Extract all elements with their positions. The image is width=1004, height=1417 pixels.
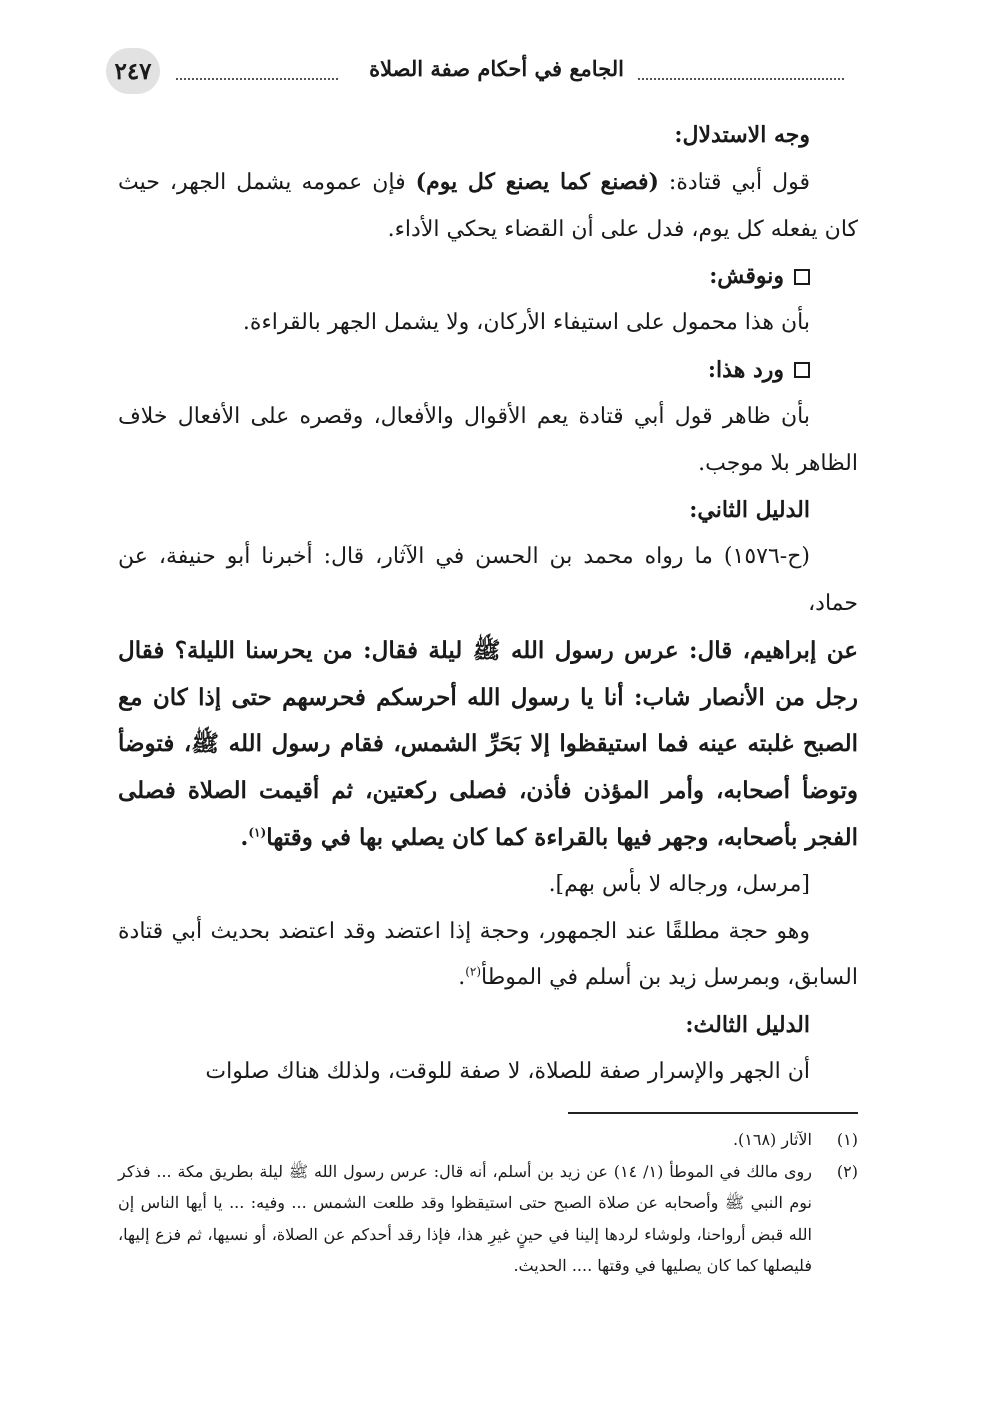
footnote-1 [118,1124,858,1156]
header-dotted-leader-left [176,78,338,80]
text-segment: وهو حجة مطلقًا عند الجمهور، وحجة إذا اعتضد وقد اعتضد بحديث أبي قتادة السابق، وبمرسل زيد بن أسلم في الموطأ [118,918,858,991]
paragraph-rudda: بأن ظاهر قول أبي قتادة يعم الأقوال والأفعال، وقصره على الأفعال خلاف الظاهر بلا موجب. [118,403,858,476]
footnote-number: (١) [836,1130,858,1149]
running-title: الجامع في أحكام صفة الصلاة [363,56,630,81]
text-segment: قول أبي قتادة: [658,169,810,195]
footnote-number: (٢) [836,1161,858,1181]
square-bullet-icon [794,269,810,285]
page-number: ٢٤٧ [114,57,152,85]
heading-daleel-thalith: الدليل الثالث: [685,1012,810,1039]
heading-rudda [118,347,858,394]
heading-wajh-istidlal: وجه الاستدلال: [674,122,810,148]
text-segment: فإن عمومه يشمل الجهر، حيث كان يفعله كل يوم، فدل على أن القضاء يحكي الأداء. [118,169,858,242]
hadith-grading: [مرسل، ورجاله لا بأس بهم]. [548,871,810,897]
page-number-badge [106,48,160,94]
footnote-ref-2[interactable]: (٢) [465,965,482,980]
book-page [114,0,858,1417]
footnote-2 [118,1156,858,1282]
footnote-text: الآثار (١٦٨). [732,1130,812,1149]
paragraph-hujja: وهو حجة مطلقًا عند الجمهور، وحجة إذا اعتضد وقد اعتضد بحديث أبي قتادة السابق، وبمرسل زيد بن أسلم في الموطأ$^{(٢)}$. [118,918,858,991]
paragraph-wajh-istidlal [118,159,858,254]
heading-label: ونوقش: [709,263,784,290]
footnote-text: روى مالك في الموطأ (١/ ١٤) عن زيد بن أسلم، أنه قال: عرس رسول الله ﷺ ليلة بطريق مكة ... فذكر نوم النبي ﷺ وأصحابه عن صلاة الصبح حتى استيقظوا وقد طلعت الشمس ... وفيه: ... يا أيها الناس إن الله قبض أرواحنا، ولوشاء لردها إلينا في حينٍ غيرِ هذا، فإذا رقد أحدكم عن الصلاة، أو نسيها، ثم فزع إليها، فليصلها كما كان يصليها في وقتها .... الحديث. [118,1161,813,1275]
hadith-body: عن إبراهيم، قال: عرس رسول الله ﷺ ليلة فقال: من يحرسنا الليلة؟ فقال رجل من الأنصار شاب: أنا يا رسول الله أحرسكم فحرسهم حتى إذا كان مع الصبح غلبته عينه فما استيقظوا إلا بَحَرِّ الشمس، فقام رسول الله ﷺ، فتوضأ وتوضأ أصحابه، وأمر المؤذن فأذن، فصلى ركعتين، ثم أقيمت الصلاة فصلى الفجر بأصحابه، وجهر فيها بالقراءة كما كان يصلي بها في وقتها [118,636,858,851]
heading-nuqish [118,253,858,300]
main-text [118,112,858,1096]
paragraph-daleel-thani-intro: (ح-١٥٧٦) ما رواه محمد بن الحسن في الآثار، قال: أخبرنا أبو حنيفة، عن حماد، [118,544,858,616]
paragraph-nuqish: بأن هذا محمول على استيفاء الأركان، ولا يشمل الجهر بالقراءة. [242,310,810,336]
header-dotted-leader-right [638,78,844,80]
hadith-text: عن إبراهيم، قال: عرس رسول الله ﷺ ليلة فقال: من يحرسنا الليلة؟ فقال رجل من الأنصار شاب: أنا يا رسول الله أحرسكم فحرسهم حتى إذا كان مع الصبح غلبته عينه فما استيقظوا إلا بَحَرِّ الشمس، فقام رسول الله ﷺ، فتوضأ وتوضأ أصحابه، وأمر المؤذن فأذن، فصلى ركعتين، ثم أقيمت الصلاة فصلى الفجر بأصحابه، وجهر فيها بالقراءة كما كان يصلي بها في وقتها$^{(١)}$. [118,636,858,851]
footnote-ref-1[interactable]: (١) [248,825,267,840]
quoted-phrase: (فصنع كما يصنع كل يوم) [415,168,659,195]
heading-daleel-thani: الدليل الثاني: [689,497,810,524]
footnote-separator [568,1112,858,1114]
heading-label: ورد هذا: [707,356,784,383]
page-header [114,46,858,100]
footnotes [118,1124,858,1282]
square-bullet-icon [794,362,810,378]
paragraph-daleel-thalith: أن الجهر والإسرار صفة للصلاة، لا صفة للوقت، ولذلك هناك صلوات [205,1058,810,1084]
